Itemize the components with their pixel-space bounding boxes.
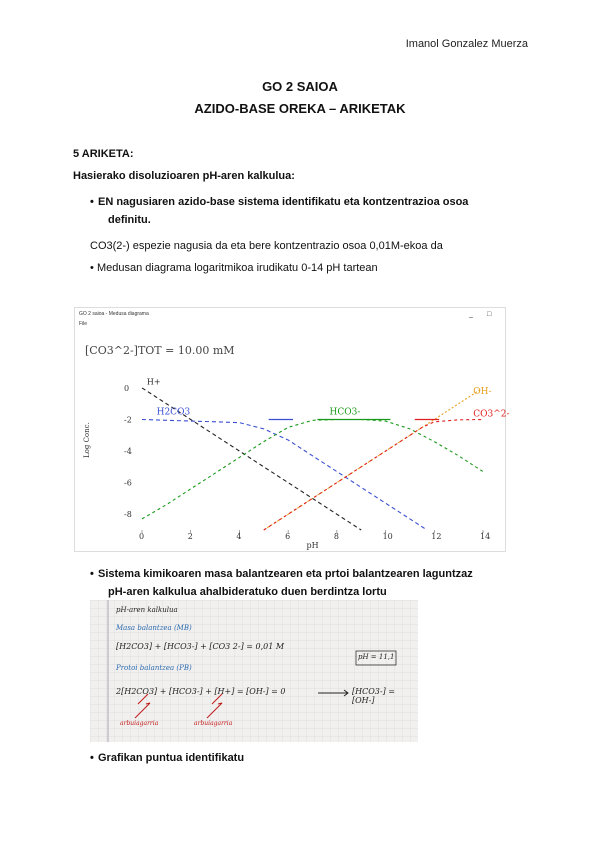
hand-proton-equation: 2[H2CO3] + [HCO3-] + [H+] = [OH-] = 0 <box>116 687 286 696</box>
chart-window-menu: File <box>79 321 88 327</box>
medusa-chart-window <box>74 307 510 552</box>
title-topic: AZIDO-BASE OREKA – ARIKETAK <box>194 101 406 116</box>
bullet-3-line-1: Sistema kimikoaren masa balantzearen eta prtoi balantzearen laguntzaz <box>98 568 473 580</box>
series-line <box>264 388 483 530</box>
bullet-1-line-2: definitu. <box>108 214 151 226</box>
paragraph-main-species: CO3(2-) espezie nagusia da eta bere kontzentrazio osoa 0,01M-ekoa da <box>90 240 443 252</box>
y-tick-label: -6 <box>124 478 132 488</box>
x-tick-label: 4 <box>236 532 242 541</box>
x-tick-label: 14 <box>480 532 491 541</box>
hand-mass-equation: [H2CO3] + [HCO3-] + [CO3 2-] = 0,01 M <box>116 642 285 651</box>
series-line <box>142 420 483 519</box>
label-h2co3: H2CO3 <box>156 407 191 418</box>
bullet-1-line-1: EN nagusiaren azido-base sistema identifikatu eta kontzentrazioa osoa <box>98 196 469 208</box>
label-hco3: HCO3- <box>329 407 361 418</box>
x-tick-label: 0 <box>139 532 145 541</box>
x-tick-label: 2 <box>187 532 193 541</box>
maximize-button[interactable]: □ <box>487 311 492 318</box>
hand-ph-result: pH = 11,1 <box>358 653 395 661</box>
hand-mass-label: Masa balantzea (MB) <box>116 624 192 632</box>
hand-result-equation: [HCO3-] = [OH-] <box>352 687 395 705</box>
y-axis-label: Log Conc. <box>83 422 91 458</box>
series-line <box>264 420 483 531</box>
handwritten-notes-photo <box>90 600 418 742</box>
bullet-3-line-2: pH-aren kalkulua ahalbideratuko duen berdintza lortu <box>108 586 387 598</box>
bullet-4-text: Grafikan puntua identifikatu <box>98 752 245 764</box>
y-tick-label: -8 <box>124 510 132 520</box>
hand-note-2: arbuiagarria <box>194 720 233 727</box>
y-tick-label: -2 <box>124 415 132 425</box>
bullet-4-marker: • <box>90 752 94 764</box>
hand-note-1: arbuiagarria <box>120 720 159 727</box>
author-name: Imanol Gonzalez Muerza <box>405 38 528 50</box>
chart-title: [CO3^2-]TOT = 10.00 mM <box>85 344 235 357</box>
x-tick-label: 10 <box>382 532 393 541</box>
minimize-button[interactable]: _ <box>469 311 473 318</box>
section-heading: 5 ARIKETA: <box>73 148 134 160</box>
hand-title: pH-aren kalkulua <box>116 606 178 614</box>
x-tick-label: 8 <box>333 532 339 541</box>
bullet-3-marker: • <box>90 568 94 580</box>
medusa-diagram <box>75 308 510 551</box>
hand-proton-label: Protoi balantzea (PB) <box>116 664 192 672</box>
label-oh: OH- <box>473 387 492 398</box>
bullet-2-marker: • <box>90 262 94 274</box>
series-line <box>142 420 427 531</box>
y-tick-label: 0 <box>124 383 130 393</box>
x-axis-label: pH <box>306 541 319 550</box>
x-tick-label: 12 <box>431 532 442 541</box>
bullet-2-text: Medusan diagrama logaritmikoa irudikatu 0-14 pH tartean <box>97 262 378 274</box>
chart-window-title: GO 2 saioa - Medusa diagrama <box>79 311 149 317</box>
title-session: GO 2 SAIOA <box>262 79 338 94</box>
x-tick-label: 6 <box>285 532 291 541</box>
y-tick-label: -4 <box>124 447 132 457</box>
label-co3: CO3^2- <box>473 409 510 420</box>
label-h: H+ <box>146 377 161 387</box>
subheading: Hasierako disoluzioaren pH-aren kalkulua: <box>73 170 295 182</box>
bullet-1-marker: • <box>90 196 94 208</box>
